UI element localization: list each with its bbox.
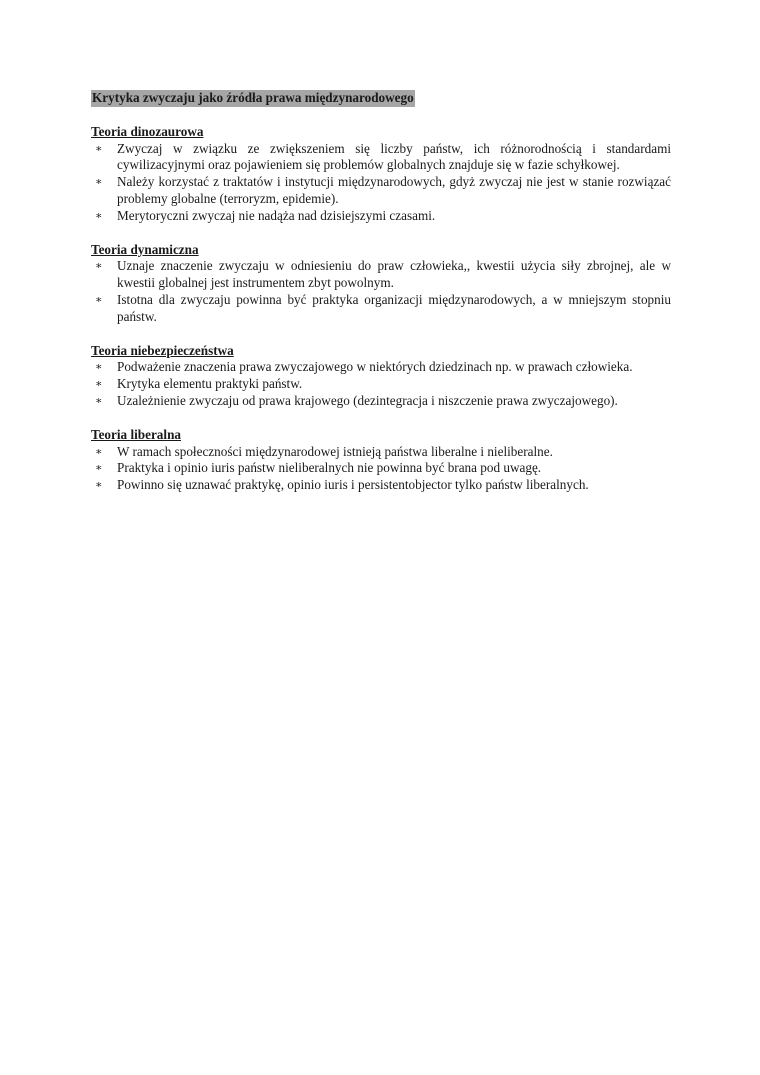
list-item [91, 174, 671, 208]
list-item [91, 460, 671, 477]
section-teoria-dinozaurowa [91, 124, 671, 225]
bullet-list [91, 444, 671, 494]
list-item-text: W ramach społeczności międzynarodowej istnieją państwa liberalne i nieliberalne. [117, 443, 553, 459]
asterisk-bullet-icon: ∗ [95, 361, 103, 374]
section-teoria-niebezpieczenstwa [91, 343, 671, 410]
asterisk-bullet-icon: ∗ [95, 176, 103, 189]
asterisk-bullet-icon: ∗ [95, 293, 103, 306]
list-item [91, 393, 671, 410]
list-item [91, 477, 671, 494]
list-item [91, 292, 671, 326]
list-item-text: Uznaje znaczenie zwyczaju w odniesieniu do praw człowieka,, kwestii użycia siły zbrojnej, ale w kwestii globalnej jest instrumentem zbyt powolnym. [117, 258, 671, 291]
bullet-list [91, 258, 671, 325]
section-heading: Teoria niebezpieczeństwa [91, 342, 234, 358]
list-item-text: Merytoryczni zwyczaj nie nadąża nad dzisiejszymi czasami. [117, 207, 436, 223]
asterisk-bullet-icon: ∗ [95, 209, 103, 222]
list-item-text: Uzależnienie zwyczaju od prawa krajowego (dezintegracja i niszczenie prawa zwyczajowego). [117, 392, 618, 408]
list-item-text: Istotna dla zwyczaju powinna być praktyka organizacji międzynarodowych, a w mniejszym stopniu państw. [117, 291, 671, 324]
list-item-text: Praktyka i opinio iuris państw nieliberalnych nie powinna być brana pod uwagę. [117, 460, 542, 476]
section-teoria-liberalna [91, 427, 671, 494]
section-heading: Teoria liberalna [91, 426, 181, 442]
list-item [91, 444, 671, 461]
list-item-text: Podważenie znaczenia prawa zwyczajowego w niektórych dziedzinach np. w prawach człowieka. [117, 359, 633, 375]
asterisk-bullet-icon: ∗ [95, 479, 103, 492]
document-page [91, 90, 671, 511]
asterisk-bullet-icon: ∗ [95, 445, 103, 458]
list-item [91, 359, 671, 376]
list-item-text: Zwyczaj w związku ze zwiększeniem się liczby państw, ich różnorodnością i standardami cywilizacyjnymi oraz pojawieniem się problemów globalnych znajduje się w fazie schyłkowej. [117, 140, 671, 173]
bullet-list [91, 141, 671, 225]
document-title: Krytyka zwyczaju jako źródła prawa międzynarodowego [92, 90, 414, 105]
asterisk-bullet-icon: ∗ [95, 260, 103, 273]
list-item [91, 258, 671, 292]
bullet-list [91, 359, 671, 409]
asterisk-bullet-icon: ∗ [95, 462, 103, 475]
list-item-text: Powinno się uznawać praktykę, opinio iuris i persistentobjector tylko państw liberalnych. [117, 477, 589, 493]
list-item-text: Należy korzystać z traktatów i instytucji międzynarodowych, gdyż zwyczaj nie jest w stanie rozwiązać problemy globalne (terroryzm, epidemie). [117, 174, 671, 206]
section-teoria-dynamiczna [91, 242, 671, 326]
asterisk-bullet-icon: ∗ [95, 394, 103, 407]
list-item [91, 208, 671, 225]
list-item [91, 376, 671, 393]
asterisk-bullet-icon: ∗ [95, 378, 103, 391]
list-item-text: Krytyka elementu praktyki państw. [117, 376, 303, 392]
section-heading: Teoria dynamiczna [91, 241, 199, 257]
asterisk-bullet-icon: ∗ [95, 142, 103, 155]
section-heading: Teoria dinozaurowa [91, 123, 204, 139]
list-item [91, 141, 671, 175]
